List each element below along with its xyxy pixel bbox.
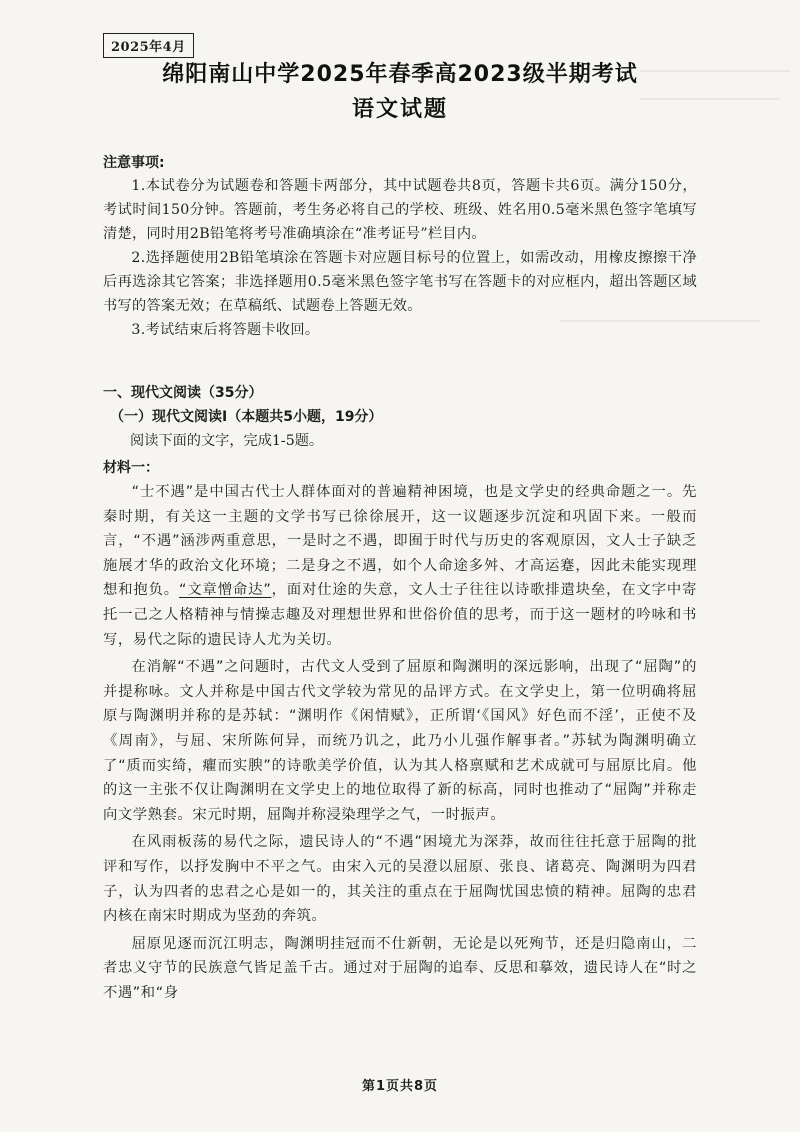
- section-heading: 一、现代文阅读（35分）: [103, 385, 263, 401]
- notice-list: [103, 174, 697, 342]
- passage-text: ，面对仕途的失意，文人士子往往以诗歌排遣块垒，在文字中寄托一己之人格精神与情操志趣及对理想世界和世俗价值的思考，而于这一题材的吟咏和书写，易代之际的遗民诗人尤为关切。: [103, 582, 698, 648]
- passage-paragraph: 屈原见逐而沉江明志，陶渊明挂冠而不仕新朝，无论是以死殉节，还是归隐南山，二者忠义守节的民族意气皆足盖千古。通过对于屈陶的追奉、反思和摹效，遗民诗人在“时之不遇”和“身: [103, 935, 697, 1001]
- exam-date-box: 2025年4月: [103, 33, 194, 58]
- notice-item: 1.本试卷分为试题卷和答题卡两部分，其中试题卷共8页，答题卡共6页。满分150分，考试时间150分钟。答题前，考生务必将自己的学校、班级、姓名用0.5毫米黑色签字笔填写清楚，同时用2B铅笔将考号准确填涂在“准考证号”栏目内。: [103, 178, 697, 242]
- exam-subtitle: 语文试题: [351, 97, 448, 122]
- notice-heading: 注意事项:: [103, 155, 165, 171]
- subsection-heading: （一）现代文阅读Ⅰ（本题共5小题，19分）: [110, 409, 383, 425]
- reading-passage: [103, 480, 697, 1008]
- notice-item: 2.选择题使用2B铅笔填涂在答题卡对应题目标号的位置上，如需改动，用橡皮擦擦干净后再选涂其它答案；非选择题用0.5毫米黑色签字笔书写在答题卡的对应框内，超出答题区域书写的答案无效；在草稿纸、试题卷上答题无效。: [103, 250, 697, 314]
- material-label: 材料一：: [103, 460, 159, 476]
- exam-title: 绵阳南山中学2025年春季高2023级半期考试: [162, 62, 638, 87]
- underlined-quote: “文章憎命达”: [179, 582, 272, 599]
- passage-paragraph: 在风雨板荡的易代之际，遗民诗人的“不遇”困境尤为深莽，故而往往托意于屈陶的批评和写作，以抒发胸中不平之气。由宋入元的吴澄以屈原、张良、诸葛亮、陶渊明为四君子，认为四者的忠君之心是如一的，其关注的重点在于屈陶忧国忠愤的精神。屈陶的忠君内核在南宋时期成为坚劲的奔筑。: [103, 834, 697, 925]
- page-number: 第1页共8页: [361, 1079, 439, 1094]
- reading-instruction: 阅读下面的文字，完成1-5题。: [130, 433, 324, 449]
- passage-text: “士不遇”是中国古代士人群体面对的普遍精神困境，也是文学史的经典命题之一。先秦时期，有关这一主题的文学书写已徐徐展开，这一议题逐步沉淀和巩固下来。一般而言，“不遇”涵涉两重意思，一是时之不遇，即囿于时代与历史的客观原因，文人士子缺乏施展才华的政治文化环境；二是身之不遇，如个人命途多舛、才高运蹇，因此未能实现理想和抱负。: [103, 484, 697, 599]
- notice-item: 3.考试结束后将答题卡收回。: [131, 322, 320, 338]
- passage-paragraph: [103, 480, 697, 652]
- passage-paragraph: 在消解“不遇”之问题时，古代文人受到了屈原和陶渊明的深远影响，出现了“屈陶”的并提称咏。文人并称是中国古代文学较为常见的品评方式。在文学史上，第一位明确将屈原与陶渊明并称的是苏轼：“渊明作《闲情赋》，正所谓‘《国风》好色而不淫’，正使不及《周南》，与屈、宋所陈何异，而统乃讥之，此乃小儿强作解事者。”苏轼为陶渊明确立了“质而实绮，癯而实腴”的诗歌美学价值，认为其人格禀赋和艺术成就可与屈原比肩。他的这一主张不仅让陶渊明在文学史上的地位取得了新的标高，同时也推动了“屈陶”并称走向文学熟套。宋元时期，屈陶并称浸染理学之气，一时振声。: [103, 659, 697, 823]
